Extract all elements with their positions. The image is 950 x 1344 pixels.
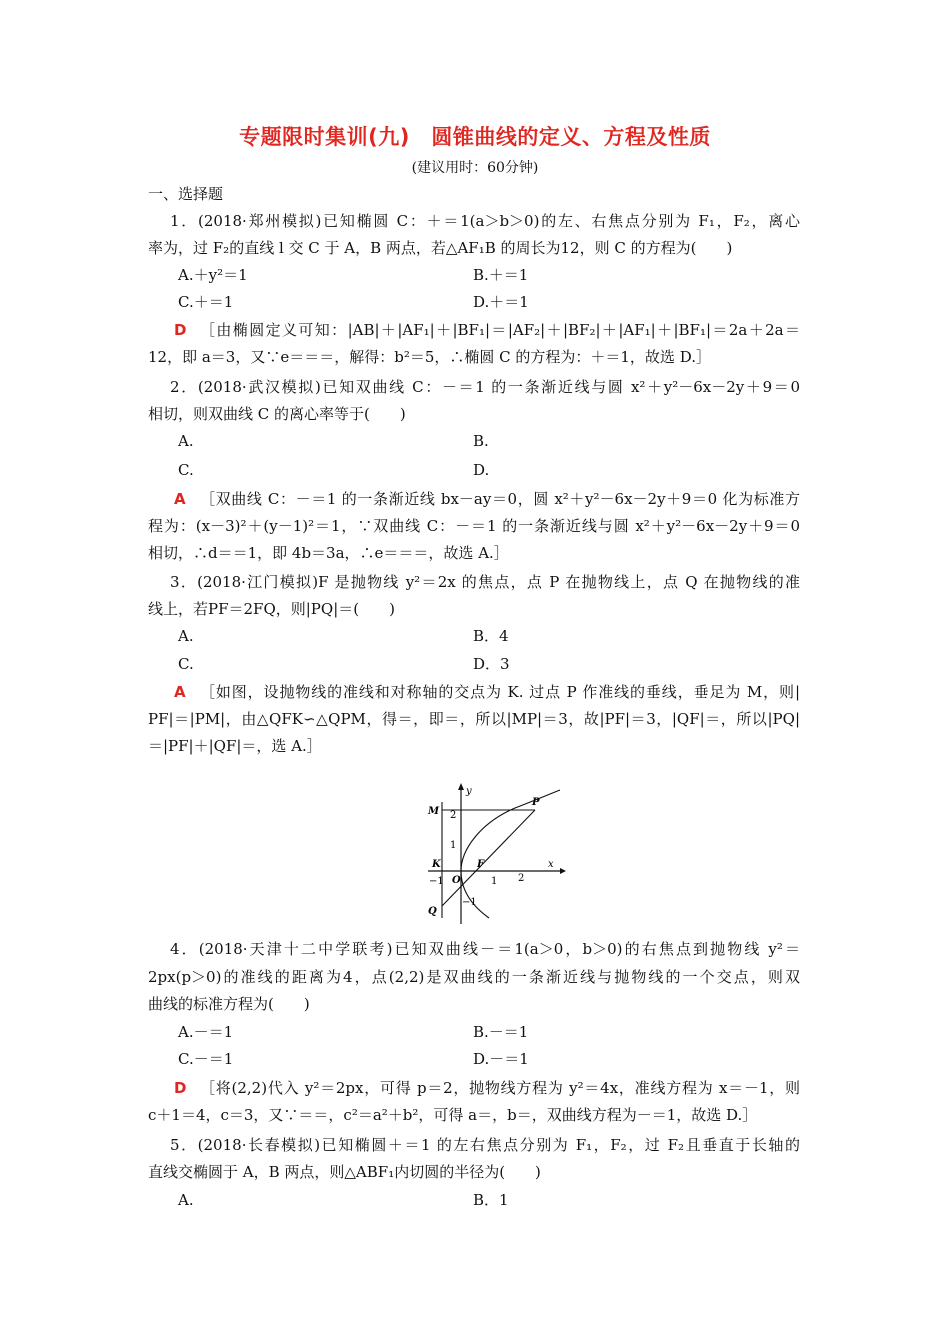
q1-option-b: B.＋＝1 (473, 266, 529, 284)
q4-option-a: A.－＝1 (178, 1023, 234, 1041)
q1-solution-1: ［由椭圆定义可知：|AB|＋|AF₁|＋|BF₁|＝|AF₂|＋|BF₂|＋|AF₁|＋|BF₁|＝2a＋2a＝ (200, 321, 800, 339)
tick-y-minus-1: −1 (462, 897, 477, 908)
tick-y-1: 1 (450, 840, 457, 851)
q3-line-2: 线上，若PF＝2FQ，则|PQ|＝( ) (148, 600, 395, 618)
q2-option-c: C. (178, 461, 194, 479)
q2-line-1: 2．(2018·武汉模拟)已知双曲线 C：－＝1 的一条渐近线与圆 x²＋y²－6x－2y＋9＝0 (170, 378, 800, 396)
q4-line-2: 2px(p＞0)的准线的距离为4，点(2,2)是双曲线的一条渐近线与抛物线的一个交点，则双 (148, 968, 800, 986)
tick-x-minus-1: −1 (429, 876, 444, 887)
page-title: 专题限时集训(九) 圆锥曲线的定义、方程及性质 (239, 125, 711, 149)
q2-solution-3: 相切，∴d＝＝1，即 4b＝3a，∴e＝＝＝，故选 A.］ (148, 544, 509, 562)
y-axis-label: y (466, 786, 472, 797)
q1-answer: D (174, 321, 187, 339)
point-k-label: K (432, 859, 441, 870)
q4-answer: D (174, 1079, 187, 1097)
q5-option-a: A. (178, 1191, 194, 1209)
x-axis-label: x (548, 859, 554, 870)
q3-solution-2: PF|＝|PM|，由△QFK∽△QPM，得＝，即＝，所以|MP|＝3，故|PF|＝3，|QF|＝，所以|PQ| (148, 710, 800, 728)
q5-line-1: 5．(2018·长春模拟)已知椭圆＋＝1 的左右焦点分别为 F₁，F₂，过 F₂且垂直于长轴的 (170, 1136, 800, 1154)
point-p-label: P (532, 797, 540, 808)
q1-option-a: A.＋y²＝1 (178, 266, 248, 284)
q2-option-d: D. (473, 461, 490, 479)
q4-line-3: 曲线的标准方程为( ) (148, 995, 310, 1013)
q3-solution-1: ［如图，设抛物线的准线和对称轴的交点为 K. 过点 P 作准线的垂线，垂足为 M，则| (200, 683, 800, 701)
q5-option-b: B．1 (473, 1191, 509, 1209)
q1-line-1: 1．(2018·郑州模拟)已知椭圆 C：＋＝1(a＞b＞0)的左、右焦点分别为 F₁，F₂，离心 (170, 212, 800, 230)
q4-line-1: 4．(2018·天津十二中学联考)已知双曲线－＝1(a＞0，b＞0)的右焦点到抛物线 y²＝ (170, 940, 800, 958)
q1-option-c: C.＋＝1 (178, 293, 234, 311)
q3-option-d: D．3 (473, 655, 510, 673)
q4-solution-1: ［将(2,2)代入 y²＝2px，可得 p＝2，抛物线方程为 y²＝4x，准线方程为 x＝－1，则 (200, 1079, 800, 1097)
q4-option-b: B.－＝1 (473, 1023, 529, 1041)
q2-option-b: B. (473, 432, 489, 450)
q4-option-c: C.－＝1 (178, 1050, 234, 1068)
q3-solution-3: ＝|PF|＋|QF|＝，选 A.］ (148, 737, 322, 755)
q3-option-c: C. (178, 655, 194, 673)
q3-option-a: A. (178, 627, 194, 645)
point-f-label: F (477, 859, 485, 870)
q4-option-d: D.－＝1 (473, 1050, 529, 1068)
q1-solution-2: 12，即 a＝3，又∵e＝＝＝，解得：b²＝5，∴椭圆 C 的方程为：＋＝1，故选 D.］ (148, 348, 711, 366)
page-subtitle: (建议用时：60分钟) (411, 160, 539, 176)
q2-solution-2: 程为：(x－3)²＋(y－1)²＝1，∵双曲线 C：－＝1 的一条渐近线与圆 x²＋y²－6x－2y＋9＝0 (148, 517, 800, 535)
q3-option-b: B．4 (473, 627, 509, 645)
section-heading: 一、选择题 (148, 185, 224, 203)
q2-solution-1: ［双曲线 C：－＝1 的一条渐近线 bx－ay＝0，圆 x²＋y²－6x－2y＋9＝0 化为标准方 (200, 490, 800, 508)
origin-label: O (452, 875, 461, 886)
point-q-label: Q (428, 906, 437, 917)
tick-y-2: 2 (450, 810, 457, 821)
tick-x-1: 1 (491, 876, 498, 887)
q2-answer: A (174, 490, 186, 508)
q3-answer: A (174, 683, 186, 701)
parabola-figure (420, 778, 570, 928)
q3-line-1: 3．(2018·江门模拟)F 是抛物线 y²＝2x 的焦点，点 P 在抛物线上，点 Q 在抛物线的准 (170, 573, 800, 591)
tick-x-2: 2 (518, 873, 525, 884)
q5-line-2: 直线交椭圆于 A，B 两点，则△ABF₁内切圆的半径为( ) (148, 1163, 541, 1181)
q1-option-d: D.＋＝1 (473, 293, 529, 311)
q1-line-2: 率为，过 F₂的直线 l 交 C 于 A，B 两点，若△AF₁B 的周长为12，则 C 的方程为( ) (148, 239, 733, 257)
q2-line-2: 相切，则双曲线 C 的离心率等于( ) (148, 405, 406, 423)
q2-option-a: A. (178, 432, 194, 450)
point-m-label: M (428, 806, 440, 817)
q4-solution-2: c＋1＝4，c＝3，又∵＝＝，c²＝a²＋b²，可得 a＝，b＝，双曲线方程为－＝1，故选 D.］ (148, 1106, 758, 1124)
